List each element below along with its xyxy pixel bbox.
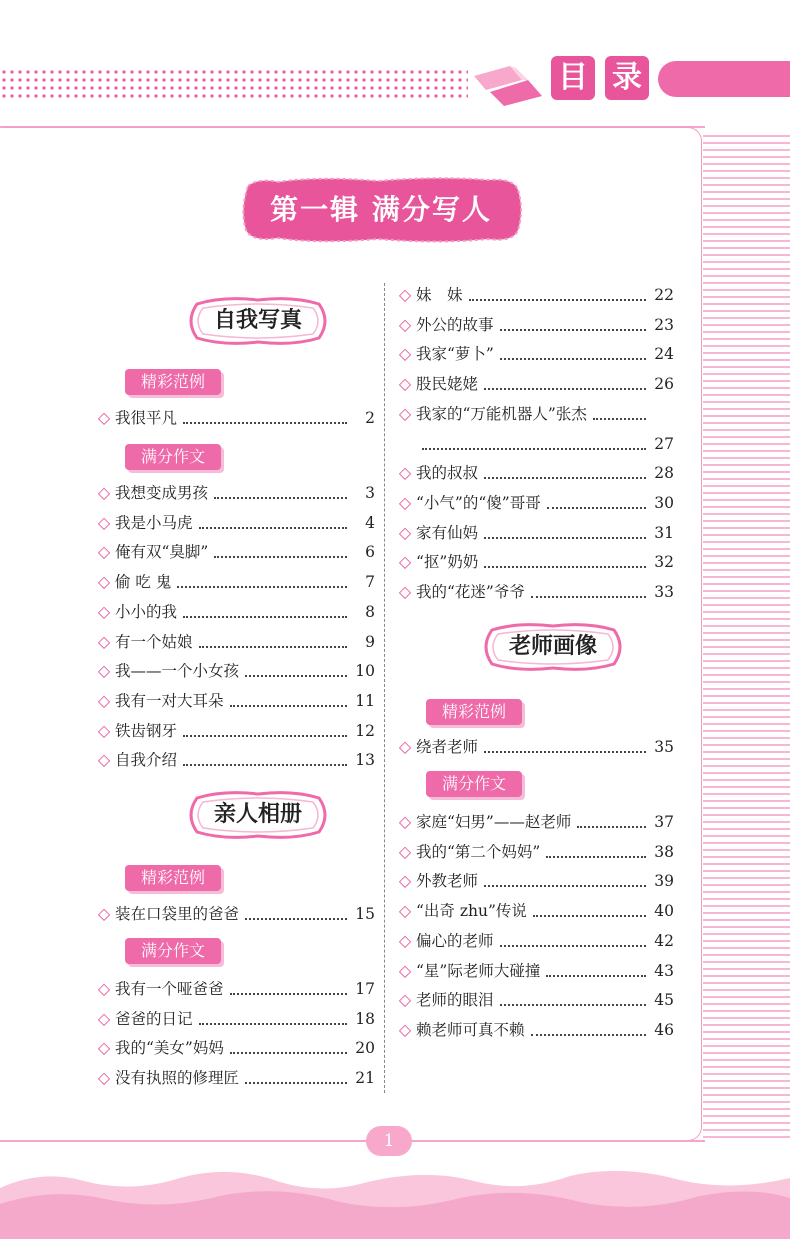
diamond-icon: ◇ (398, 492, 412, 512)
diamond-icon: ◇ (97, 483, 111, 502)
header-bar (658, 61, 790, 97)
list-item[interactable]: ◇ 我的“美女”妈妈 20 (95, 1035, 375, 1061)
list-item[interactable]: ◇ 我家“萝卜” 24 (396, 341, 674, 367)
tag-example-teacher: 精彩范例 (426, 699, 522, 725)
diamond-icon: ◇ (97, 408, 111, 427)
list-item[interactable]: ◇ 偏心的老师 42 (396, 928, 674, 954)
list-item[interactable]: ◇ 我家的“万能机器人”张杰 (396, 401, 674, 427)
diamond-icon: ◇ (398, 812, 412, 831)
diamond-icon: ◇ (398, 930, 412, 950)
diamond-icon: ◇ (398, 990, 412, 1010)
ribbon-decoration (470, 62, 550, 106)
diamond-icon: ◇ (97, 720, 111, 740)
diamond-icon: ◇ (97, 572, 111, 592)
list-item[interactable]: ◇ 家有仙妈 31 (396, 520, 674, 546)
diamond-icon: ◇ (398, 522, 412, 542)
header-title-char-1: 目 (551, 56, 595, 100)
column-divider (384, 283, 385, 1093)
list-item[interactable]: ◇ 我的叔叔 28 (396, 460, 674, 486)
tag-example-self: 精彩范例 (125, 369, 221, 395)
diamond-icon: ◇ (97, 904, 111, 923)
list-item[interactable]: ◇ 外公的故事 23 (396, 312, 674, 338)
list-item[interactable]: ◇ “出奇 zhu”传说 40 (396, 898, 674, 924)
diamond-icon: ◇ (398, 582, 412, 601)
diamond-icon: ◇ (398, 314, 412, 334)
tag-essay-teacher: 满分作文 (426, 771, 522, 797)
diamond-icon: ◇ (398, 960, 412, 980)
list-item[interactable]: ◇ 我想变成男孩 3 (95, 480, 375, 506)
list-item[interactable]: ◇ 偷 吃 鬼 7 (95, 569, 375, 595)
list-item[interactable]: ◇ 股民姥姥 26 (396, 371, 674, 397)
part-banner-title: 第一辑 满分写人 (270, 193, 492, 226)
diamond-icon: ◇ (398, 841, 412, 861)
section-title-self-text: 自我写真 (213, 308, 302, 333)
tag-essay-family: 满分作文 (125, 938, 221, 964)
diamond-icon: ◇ (97, 601, 111, 621)
diamond-icon: ◇ (398, 737, 412, 756)
diamond-icon: ◇ (398, 344, 412, 364)
list-item[interactable]: ◇ 装在口袋里的爸爸 15 (95, 901, 375, 927)
list-item[interactable]: ◇ 老师的眼泪 45 (396, 987, 674, 1013)
section-title-family (183, 790, 333, 840)
diamond-icon: ◇ (97, 661, 111, 681)
footer-rule (0, 1140, 705, 1142)
header-title-char-2: 录 (605, 56, 649, 100)
list-item[interactable]: ◇ 家庭“妇男”——赵老师 37 (396, 809, 674, 835)
diamond-icon: ◇ (398, 901, 412, 921)
diamond-icon: ◇ (97, 979, 111, 998)
list-item[interactable]: 27 (396, 431, 674, 457)
diamond-icon: ◇ (398, 1019, 412, 1039)
section-title-teacher-text: 老师画像 (508, 634, 597, 659)
list-item[interactable]: ◇ 小小的我 8 (95, 599, 375, 625)
diamond-icon: ◇ (398, 285, 412, 304)
diamond-icon: ◇ (398, 552, 412, 572)
diamond-icon: ◇ (97, 542, 111, 562)
list-item[interactable]: ◇ 我有一对大耳朵 11 (95, 688, 375, 714)
diamond-icon: ◇ (97, 1008, 111, 1028)
list-item[interactable]: ◇ 自我介绍 13 (95, 747, 375, 773)
list-item[interactable]: ◇ 赖老师可真不赖 46 (396, 1017, 674, 1043)
diamond-icon: ◇ (97, 631, 111, 651)
list-item[interactable]: ◇ 我的“花迷”爷爷 33 (396, 579, 674, 605)
diamond-icon: ◇ (97, 512, 111, 532)
list-item[interactable]: ◇ 爸爸的日记 18 (95, 1006, 375, 1032)
list-item[interactable]: ◇ 我的“第二个妈妈” 38 (396, 839, 674, 865)
list-item[interactable]: ◇ 外教老师 39 (396, 868, 674, 894)
tag-example-family: 精彩范例 (125, 865, 221, 891)
header-dot-pattern (0, 68, 468, 100)
diamond-icon: ◇ (97, 750, 111, 770)
section-title-self (183, 296, 333, 346)
side-stripes (703, 130, 790, 1140)
diamond-icon: ◇ (398, 403, 412, 423)
list-item[interactable]: ◇ 俺有双“臭脚” 6 (95, 539, 375, 565)
diamond-icon: ◇ (97, 1038, 111, 1058)
diamond-icon: ◇ (97, 690, 111, 710)
section-title-family-text: 亲人相册 (213, 802, 302, 827)
list-item[interactable]: ◇ 妹 妹 22 (396, 282, 674, 308)
list-item[interactable]: ◇ 铁齿钢牙 12 (95, 718, 375, 744)
list-item[interactable]: ◇ 我是小马虎 4 (95, 510, 375, 536)
list-item[interactable]: ◇ “抠”奶奶 32 (396, 549, 674, 575)
diamond-icon: ◇ (398, 871, 412, 891)
section-title-teacher (478, 622, 628, 672)
list-item[interactable]: ◇ 有一个姑娘 9 (95, 629, 375, 655)
footer-wave (0, 1158, 790, 1239)
list-item[interactable]: ◇ “星”际老师大碰撞 43 (396, 958, 674, 984)
diamond-icon: ◇ (398, 463, 412, 483)
list-item[interactable]: ◇ 我——一个小女孩 10 (95, 658, 375, 684)
list-item[interactable]: ◇ 我很平凡 2 (95, 405, 375, 431)
tag-essay-self: 满分作文 (125, 444, 221, 470)
page-number: 1 (366, 1126, 412, 1156)
list-item[interactable]: ◇ 没有执照的修理匠 21 (95, 1065, 375, 1091)
list-item[interactable]: ◇ “小气”的“傻”哥哥 30 (396, 490, 674, 516)
list-item[interactable]: ◇ 绕者老师 35 (396, 734, 674, 760)
list-item[interactable]: ◇ 我有一个哑爸爸 17 (95, 976, 375, 1002)
diamond-icon: ◇ (97, 1068, 111, 1088)
diamond-icon: ◇ (398, 374, 412, 394)
